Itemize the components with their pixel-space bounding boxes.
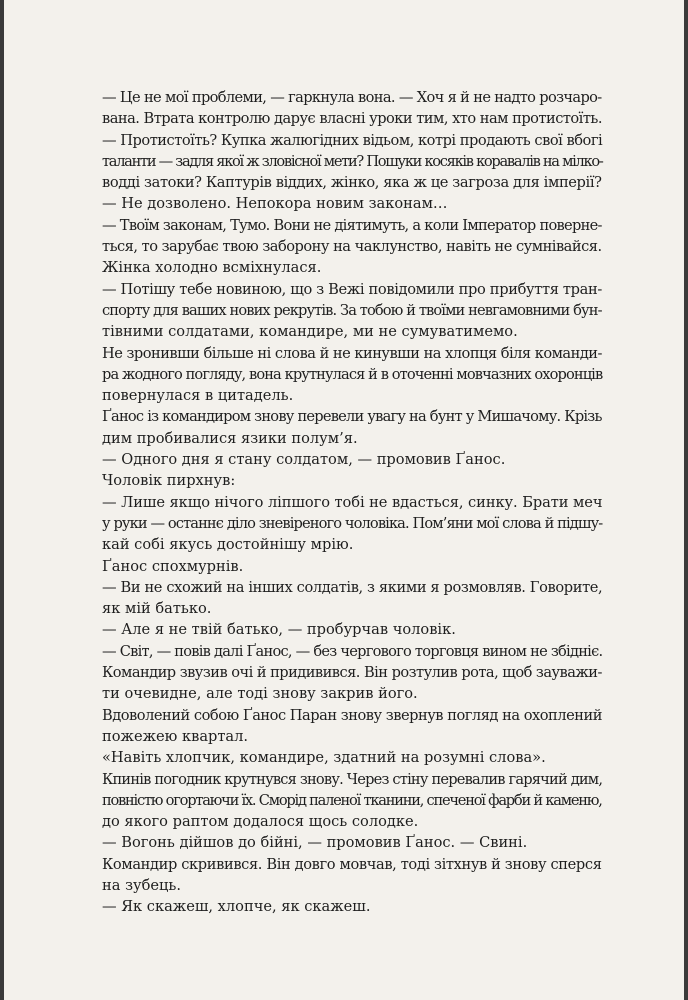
- text-line: вана. Втрата контролю дарує власні уроки тим, хто нам протистоїть.: [102, 110, 602, 128]
- text-line: — Світ, — повів далі Ґанос, — без чергового торговця вином не збідніє.: [102, 642, 603, 660]
- paragraph: [102, 215, 602, 258]
- text-line: — Не дозволено. Непокора новим законам…: [102, 195, 448, 213]
- text-line: таланти — задля якої ж зловісної мети? Пошуки косяків коравалів на мілко-: [102, 152, 603, 170]
- paragraph: [102, 556, 602, 577]
- paragraph: [102, 87, 602, 130]
- paragraph: [102, 619, 602, 640]
- text-line: Командир звузив очі й придивився. Він розтулив рота, щоб зауважи-: [102, 664, 602, 682]
- text-line: — Це не мої проблеми, — гаркнула вона. — Хоч я й не надто розчаро-: [102, 89, 602, 106]
- text-line: Вдоволений собою Ґанос Паран знову звернув погляд на охоплений: [102, 706, 602, 724]
- paragraph: [102, 279, 602, 343]
- text-line: Чоловік пирхнув:: [102, 472, 236, 490]
- text-line: кай собі якусь достойнішу мрію.: [102, 536, 354, 554]
- text-line: повністю огортаючи їх. Сморід паленої тканини, спеченої фарби й каменю,: [102, 791, 602, 809]
- text-line: на зубець.: [102, 876, 182, 894]
- text-line: як мій батько.: [102, 600, 212, 618]
- text-line: — Потішу тебе новиною, що з Вежі повідомили про прибуття тран-: [102, 280, 603, 298]
- text-line: Жінка холодно всміхнулася.: [102, 259, 322, 277]
- paragraph: [102, 747, 602, 768]
- paragraph: [102, 854, 602, 897]
- text-line: Командир скривився. Він довго мовчав, тоді зітхнув й знову сперся: [102, 855, 602, 873]
- text-line: повернулася в цитадель.: [102, 387, 294, 405]
- text-line: Кпинів погодник крутнувся знову. Через стіну перевалив гарячий дим,: [102, 770, 603, 788]
- text-line: пожежею квартал.: [102, 727, 249, 745]
- page-text: [102, 87, 602, 918]
- text-line: — Ви не схожий на інших солдатів, з якими я розмовляв. Говорите,: [102, 578, 603, 596]
- text-line: — Як скажеш, хлопче, як скажеш.: [102, 898, 371, 916]
- text-line: тівними солдатами, командире, ми не сумуватимемо.: [102, 323, 518, 341]
- paragraph: [102, 406, 602, 449]
- text-line: дим пробивалися язики полум’я.: [102, 429, 358, 447]
- paragraph: [102, 470, 602, 491]
- paragraph: [102, 832, 602, 853]
- text-line: — Твоїм законам, Тумо. Вони не діятимуть, а коли Імператор поверне-: [102, 216, 602, 234]
- paragraph: [102, 705, 602, 748]
- text-line: Не зронивши більше ні слова й не кинувши на хлопця біля команди-: [102, 344, 602, 362]
- text-line: водді затоки? Каптурів віддих, жінко, яка ж це загроза для імперії?: [102, 174, 602, 192]
- text-line: — Але я не твій батько, — пробурчав чоловік.: [102, 621, 456, 639]
- text-line: — Одного дня я стану солдатом, — промовив Ґанос.: [102, 451, 506, 469]
- paragraph: [102, 769, 602, 833]
- paragraph: [102, 130, 602, 194]
- text-line: ра жодного погляду, вона крутнулася й в оточенні мовчазних охоронців: [102, 365, 603, 383]
- paragraph: [102, 449, 602, 470]
- text-line: у руки — останнє діло зневіреного чоловіка. Пом’яни мої слова й підшу-: [102, 514, 603, 532]
- book-page: [4, 0, 684, 1000]
- paragraph: [102, 662, 602, 705]
- text-line: до якого раптом додалося щось солодке.: [102, 813, 419, 831]
- text-line: Ґанос спохмурнів.: [102, 557, 244, 575]
- text-line: — Лише якщо нічого ліпшого тобі не вдасться, синку. Брати меч: [102, 493, 603, 511]
- text-line: Ґанос із командиром знову перевели увагу на бунт у Мишачому. Крізь: [102, 408, 602, 426]
- text-line: спорту для ваших нових рекрутів. За тобою й твоїми невгамовними бун-: [102, 301, 602, 319]
- text-line: — Вогонь дійшов до бійні, — промовив Ґанос. — Свині.: [102, 834, 528, 852]
- text-line: — Протистоїть? Купка жалюгідних відьом, котрі продають свої вбогі: [102, 131, 603, 149]
- paragraph: [102, 193, 602, 214]
- paragraph: [102, 343, 602, 407]
- paragraph: [102, 257, 602, 278]
- paragraph: [102, 641, 602, 662]
- paragraph: [102, 577, 602, 620]
- paragraph: [102, 896, 602, 917]
- text-line: «Навіть хлопчик, командире, здатний на розумні слова».: [102, 749, 546, 767]
- paragraph: [102, 492, 602, 556]
- text-line: ти очевидне, але тоді знову закрив його.: [102, 685, 418, 703]
- text-line: ться, то зарубає твою заборону на чаклунство, навіть не сумнівайся.: [102, 238, 602, 256]
